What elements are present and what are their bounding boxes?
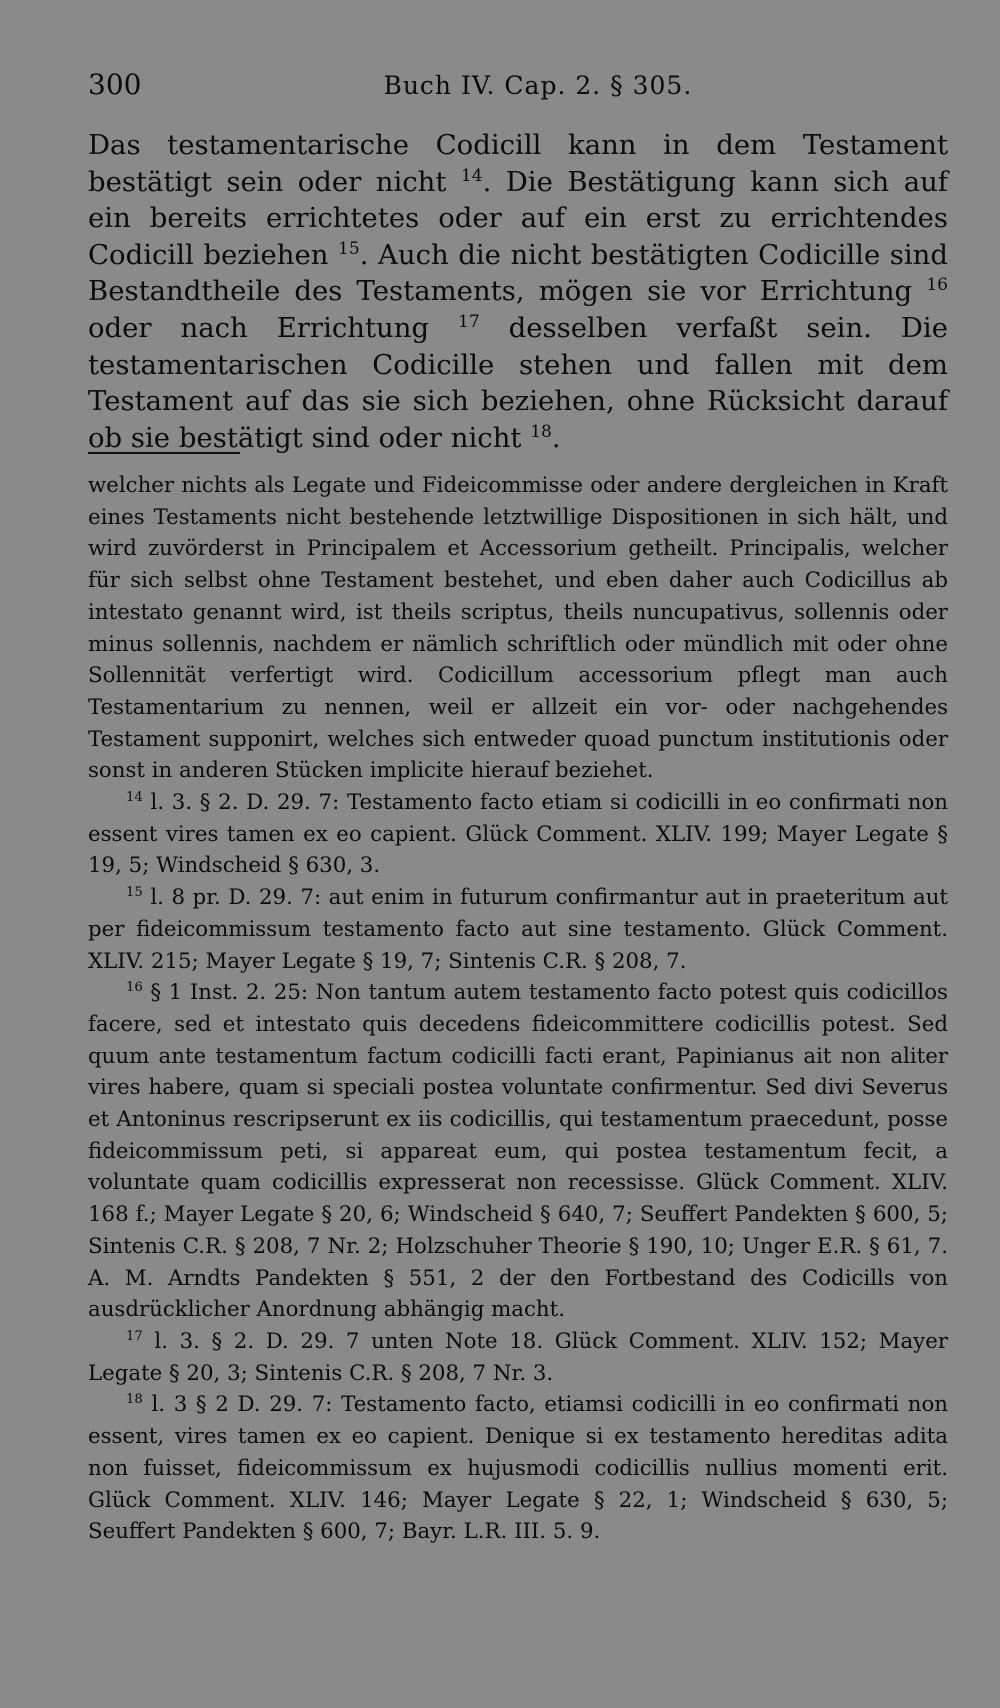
footnote-17 [88,1326,948,1389]
footnote-number: 16 [126,980,143,996]
footnote-continuation: welcher nichts als Legate und Fideicommisse oder andere dergleichen in Kraft eines Testaments nicht bestehende letztwillige Dispositionen in sich hält, und wird zuvörderst in Principalem et Accessorium getheilt. Principalis, welcher für sich selbst ohne Testament bestehet, und eben daher auch Codicillus ab intestato genannt wird, ist theils scriptus, theils nuncupativus, sollennis oder minus sollennis, nachdem er nämlich schriftlich oder mündlich mit oder ohne Sollennität verfertigt wird. Codicillum accessorium pflegt man auch Testamentarium zu nennen, weil er allzeit ein vor- oder nachgehendes Testament supponirt, welches sich entweder quoad punctum institutionis oder sonst in anderen Stücken implicite hierauf beziehet. [88,473,948,784]
footnote-14 [88,787,948,882]
footnote-text: l. 3. § 2. D. 29. 7 unten Note 18. Glück Comment. XLIV. 152; Mayer Legate § 20, 3; Sintenis C.R. § 208, 7 Nr. 3. [88,1328,948,1386]
footnotes [88,470,948,1548]
footnote-16 [88,977,948,1326]
page-header [88,68,848,101]
body-sentence: . Die Bestätigung kann sich auf ein bereits errichtetes oder auf ein erst zu errichtendes Codicill beziehen [88,165,948,271]
footnote-ref-17: 17 [458,311,480,332]
footnote-text: l. 8 pr. D. 29. 7: aut enim in futurum confirmantur aut in praeteritum aut per fideicommissum testamento facto aut sine testamento. Glück Comment. XLIV. 215; Mayer Legate § 19, 7; Sintenis C.R. § 208, 7. [88,885,948,974]
body-sentence: . Auch die nicht bestätigten Codicille sind Bestandtheile des Testaments, mögen sie vor Errichtung [88,238,948,308]
footnote-text: l. 3 § 2 D. 29. 7: Testamento facto, etiamsi codicilli in eo confirmati non essent, vires tamen ex eo capient. Denique si ex testamento hereditas adita non fuisset, fideicommissum ex hujusmodi codicillis nullius momenti erit. Glück Comment. XLIV. 146; Mayer Legate § 22, 1; Windscheid § 630, 5; Seuffert Pandekten § 600, 7; Bayr. L.R. III. 5. 9. [88,1392,948,1545]
body-sentence: oder nach Errichtung [88,311,459,344]
page-number: 300 [88,68,142,101]
footnote-ref-18: 18 [530,421,552,442]
footnote-number: 14 [126,789,143,805]
body-sentence: desselben verfaßt sein. Die testamentarischen Codicille stehen und fallen mit dem Testament auf das sie sich beziehen, ohne Rücksicht darauf ob sie bestätigt sind oder nicht [88,311,948,454]
footnote-15 [88,882,948,977]
footnote-text: § 1 Inst. 2. 25: Non tantum autem testamento facto potest quis codicillos facere, sed et intestato quis decedens fideicommittere codicillis potest. Sed quum ante testamentum factum codicilli facti erant, Papinianus ait non aliter vires habere, quam si speciali postea voluntate confirmentur. Sed divi Severus et Antoninus rescripserunt ex iis codicillis, qui testamentum praecedunt, posse fideicommissum peti, si appareat eum, qui postea testamentum fecit, a voluntate quam codicillis expresserat non recessisse. Glück Comment. XLIV. 168 f.; Mayer Legate § 20, 6; Windscheid § 640, 7; Seuffert Pandekten § 600, 5; Sintenis C.R. § 208, 7 Nr. 2; Holzschuher Theorie § 190, 10; Unger E.R. § 61, 7. A. M. Arndts Pandekten § 551, 2 der den Fortbestand des Codicills von ausdrücklicher Anordnung abhängig macht. [88,980,948,1323]
footnote-number: 18 [126,1392,143,1408]
running-head: Buch IV. Cap. 2. § 305. [383,71,693,100]
footnote-number: 15 [126,885,143,901]
body-sentence: . [551,421,561,454]
footnote-text: l. 3. § 2. D. 29. 7: Testamento facto etiam si codicilli in eo confirmati non essent vires tamen ex eo capient. Glück Comment. XLIV. 199; Mayer Legate § 19, 5; Windscheid § 630, 3. [88,790,948,879]
footnote-18 [88,1389,948,1548]
body-sentence: Das testamentarische Codicill kann in dem Testament bestätigt sein oder nicht [88,129,948,198]
footnote-ref-16: 16 [926,275,948,296]
footnote-ref-15: 15 [338,238,360,259]
body-paragraph [88,127,948,456]
main-text [88,127,948,456]
footnote-ref-14: 14 [460,165,483,186]
footnote-divider [88,452,240,454]
footnote-number: 17 [126,1328,143,1344]
